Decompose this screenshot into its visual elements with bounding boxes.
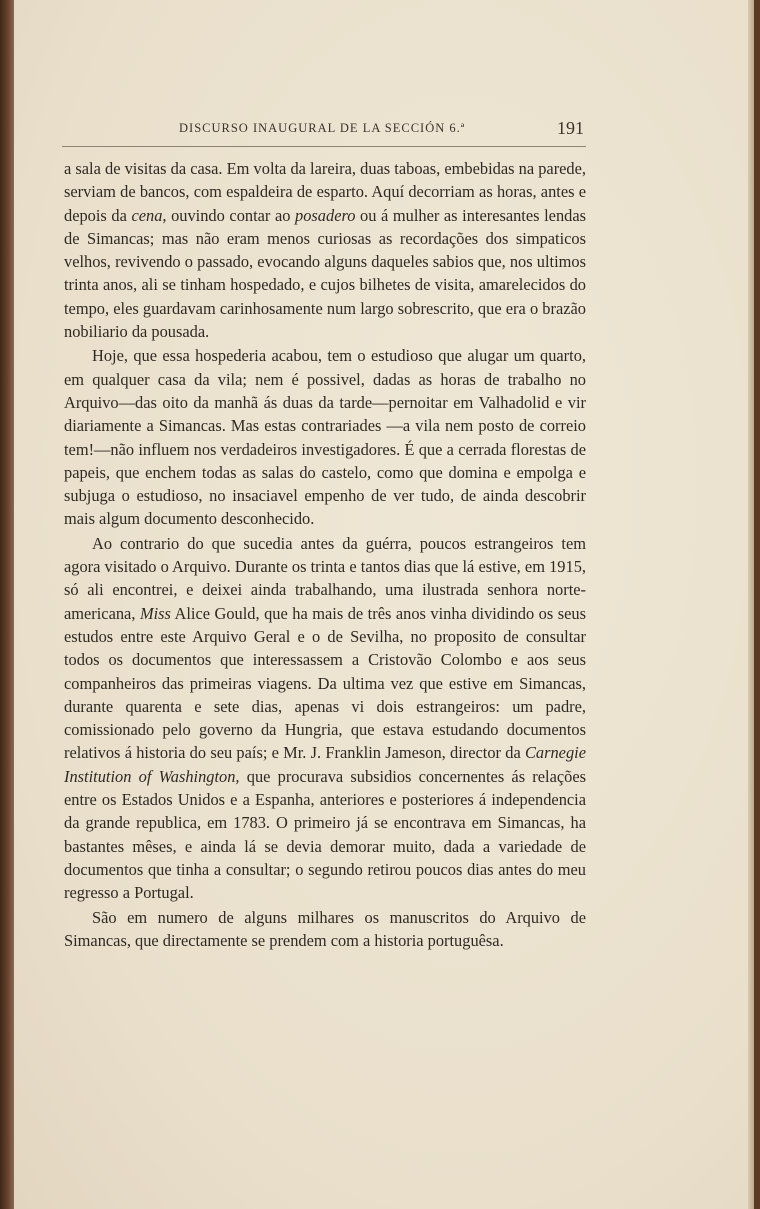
book-page bbox=[14, 0, 754, 1209]
paragraph-1-text-a: a sala de visitas da casa. Em volta da lareira, duas taboas, embebidas na parede, serviam de bancos, com espaldeira de esparto. Aquí decorriam as horas, antes e depois da bbox=[64, 159, 586, 225]
paragraph-4: São em numero de alguns milhares os manuscritos do Arquivo de Simancas, que directamente se prendem com a historia portuguêsa. bbox=[64, 907, 586, 950]
page-number: 191 bbox=[557, 118, 584, 138]
paragraph-3-text-a: Ao contrario do que sucedia antes da guérra, poucos estrangeiros tem agora visitado o Arquivo. Durante os trinta e tantos dias que lá estive, em 1915, só ali encontrei, e deixei ainda trabalhando, uma ilustrada senhora norte-americana, bbox=[64, 533, 586, 623]
italic-posadero: posadero bbox=[295, 205, 356, 225]
running-title: DISCURSO INAUGURAL DE LA SECCIÓN 6.ª bbox=[179, 121, 466, 135]
italic-carnegie: Carnegie Institution of Washington, bbox=[64, 743, 586, 786]
paragraph-1-text-c: ou á mulher as interesantes lendas de Simancas; mas não eram menos curiosas as recordações dos simpaticos velhos, revivendo o passado, evocando alguns daqueles sabios que, nos ultimos trinta anos, ali se tinham hospedado, e cujos bilhetes de visita, amarelecidos do tempo, eles guardavam carinhosamente num largo sobrescrito, que era o brazão nobiliario da pousada. bbox=[64, 205, 586, 342]
paragraph-3-text-b: Alice Gould, que ha mais de três anos vinha dividindo os seus estudos entre este Arquivo Geral e o de Sevilha, no proposito de consultar todos os documentos que interessassem a Cristovão Colombo e aos seus companheiros das primeiras viagens. Da ultima vez que estive em Simancas, durante quarenta e sete dias, apenas vi dois estrangeiros: um padre, comissionado pelo governo da Hungria, que estava estudando documentos relativos á historia do seu país; e Mr. J. Franklin Jameson, director da bbox=[64, 603, 586, 763]
paragraph-3-text-c: que procurava subsidios concernentes ás relações entre os Estados Unidos e a Espanha, anteriores e posteriores á independencia da grande republica, em 1783. O primeiro já se encontrava em Simancas, ha bastantes mêses, e ainda lá se devia demorar muito, dada a variedade de documentos que tinha a consultar; o segundo retirou poucos dias antes do meu regresso a Portugal. bbox=[64, 766, 586, 903]
paragraph-1-text-b: , ouvindo contar ao bbox=[162, 205, 296, 225]
body-text bbox=[64, 157, 586, 952]
italic-miss: Miss bbox=[139, 603, 171, 623]
paragraph-2: Hoje, que essa hospederia acabou, tem o estudioso que alugar um quarto, em qualquer casa da vila; nem é possivel, dadas as horas de trabalho no Arquivo—das oito da manhã ás duas da tarde—pernoitar em Valhadolid e vir diariamente a Simancas. Mas estas contrariades —a vila nem posto de correio tem!—não influem nos verdadeiros investigadores. É que a cerrada florestas de papeis, que enchem todas as salas do castelo, como que domina e empolga e subjuga o estudioso, no insaciavel empenho de ver tudo, de ainda descobrir mais algum documento desconhecido. bbox=[64, 346, 586, 529]
italic-cena: cena bbox=[131, 205, 163, 225]
book-spine-shadow bbox=[0, 0, 14, 1209]
page-edge bbox=[748, 0, 754, 1209]
paragraph-3 bbox=[64, 532, 586, 905]
running-header bbox=[164, 118, 584, 142]
paragraph-1 bbox=[64, 157, 586, 343]
header-rule bbox=[62, 146, 586, 147]
